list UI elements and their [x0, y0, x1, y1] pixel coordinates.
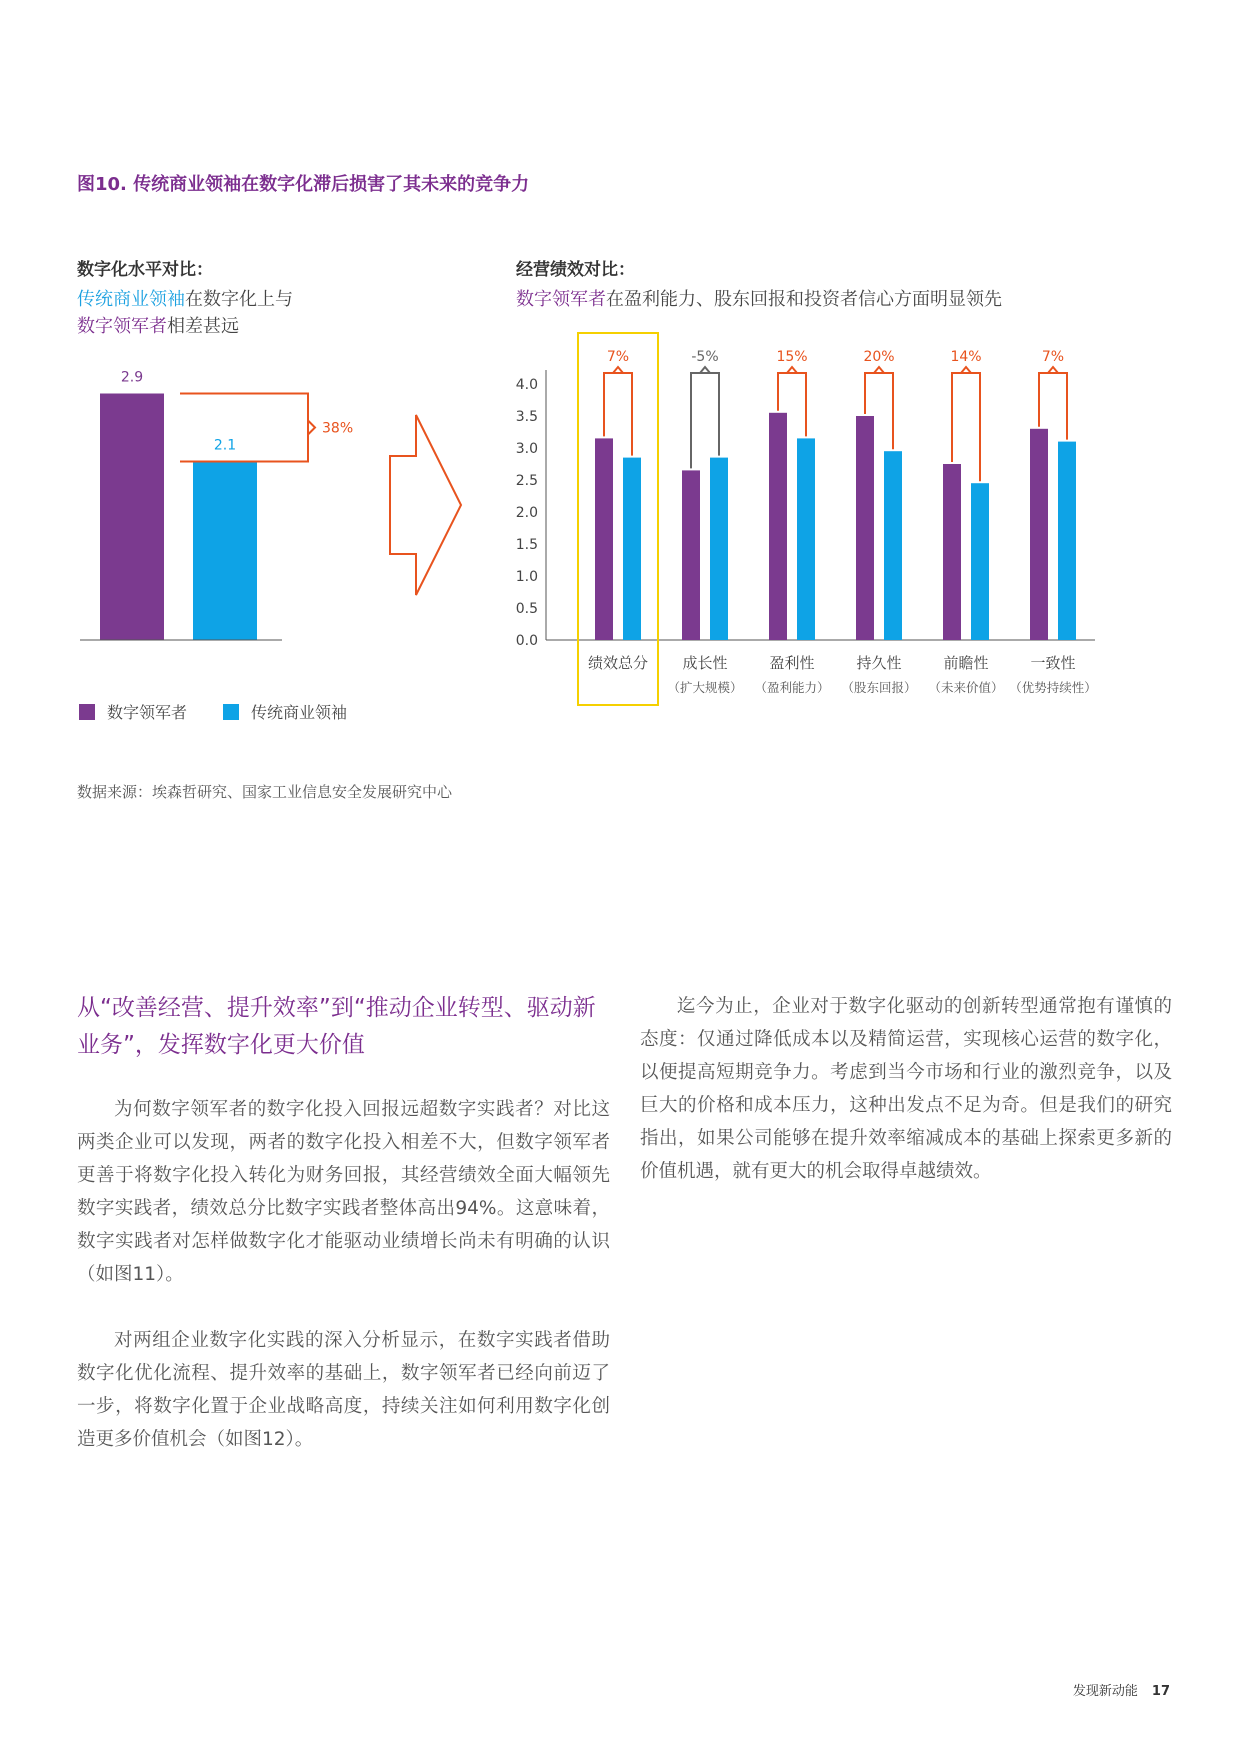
- category-label: 成长性: [682, 654, 728, 672]
- section-title: 从“改善经营、提升效率”到“推动企业转型、驱动新业务”，发挥数字化更大价值: [77, 995, 596, 1058]
- paragraph-3: 迄今为止，企业对于数字化驱动的创新转型通常抱有谨慎的态度：仅通过降低成本以及精简运营，实现核心运营的数字化，以便提高短期竞争力。考虑到当今市场和行业的激烈竞争，以及巨大的价格和成本压力，这种出发点不足为奇。但是我们的研究指出，如果公司能够在提升效率缩减成本的基础上探索更多新的价值机遇，就有更大的机会取得卓越绩效。: [640, 996, 1172, 1182]
- left-difference-bracket: [180, 394, 308, 462]
- legend-leader-label: 数字领军者: [107, 703, 188, 722]
- legend-traditional-label: 传统商业领袖: [251, 703, 348, 722]
- left-highlight-1: 传统商业领袖: [77, 289, 185, 310]
- category-label: 绩效总分: [587, 654, 649, 672]
- difference-bracket: [691, 373, 719, 468]
- left-difference-label: 38%: [322, 420, 354, 437]
- bar-traditional: [623, 458, 641, 640]
- left-highlight-2: 数字领军者: [77, 316, 167, 337]
- bar-traditional: [884, 451, 902, 640]
- y-tick-label: 2.0: [515, 505, 538, 521]
- category-label: 持久性: [856, 654, 902, 672]
- difference-label: 7%: [1041, 349, 1065, 365]
- difference-label: 7%: [606, 349, 630, 365]
- bar-leader: [682, 470, 700, 640]
- y-tick-label: 1.5: [515, 537, 538, 553]
- difference-label: -5%: [691, 349, 719, 365]
- bar-leader: [769, 413, 787, 640]
- left-text-1: 在数字化上与: [185, 289, 293, 310]
- left-bar-leader: [100, 394, 164, 641]
- left-value-leader: 2.9: [120, 369, 144, 386]
- highlight-box: [578, 333, 658, 705]
- bar-traditional: [971, 483, 989, 640]
- category-label: 盈利性: [769, 654, 815, 672]
- legend-swatch-traditional: [223, 704, 239, 720]
- y-tick-label: 1.0: [515, 569, 538, 585]
- transition-arrow: [390, 415, 461, 595]
- right-highlight-1: 数字领军者: [516, 289, 606, 310]
- bar-traditional: [1058, 442, 1076, 640]
- difference-label: 20%: [863, 349, 895, 365]
- bar-traditional: [710, 458, 728, 640]
- category-sublabel: （未来价值）: [928, 680, 1004, 695]
- category-label: 前瞻性: [943, 654, 989, 672]
- y-tick-label: 0.0: [515, 633, 538, 649]
- legend-swatch-leader: [79, 704, 95, 720]
- charts-svg: [0, 0, 1240, 760]
- paragraph-2: 对两组企业数字化实践的深入分析显示，在数字实践者借助数字化优化流程、提升效率的基础上，数字领军者已经向前迈了一步，将数字化置于企业战略高度，持续关注如何利用数字化创造更多价值机会（如图12）。: [77, 1330, 610, 1450]
- page-number: 17: [1151, 1684, 1170, 1699]
- category-sublabel: （扩大规模）: [667, 680, 743, 695]
- y-tick-label: 4.0: [515, 377, 538, 393]
- difference-label: 14%: [950, 349, 982, 365]
- category-sublabel: （盈利能力）: [754, 680, 830, 695]
- paragraph-1: 为何数字领军者的数字化投入回报远超数字实践者？对比这两类企业可以发现，两者的数字化投入相差不大，但数字领军者更善于将数字化投入转化为财务回报，其经营绩效全面大幅领先数字实践者，绩效总分比数字实践者整体高出94%。这意味着，数字实践者对怎样做数字化才能驱动业绩增长尚未有明确的认识（如图11）。: [77, 1099, 610, 1285]
- right-column: [640, 990, 1172, 1188]
- data-source: 数据来源：埃森哲研究、国家工业信息安全发展研究中心: [77, 783, 453, 801]
- y-tick-label: 3.0: [515, 441, 538, 457]
- y-tick-label: 2.5: [515, 473, 538, 489]
- category-sublabel: （优势持续性）: [1009, 680, 1097, 695]
- left-bracket-tip: [308, 421, 315, 435]
- footer-section: 发现新动能: [1072, 1684, 1138, 1699]
- legend: [79, 700, 347, 723]
- left-column: [77, 1093, 610, 1456]
- y-tick-label: 3.5: [515, 409, 538, 425]
- bar-leader: [1030, 429, 1048, 640]
- bar-leader: [595, 438, 613, 640]
- left-panel-heading: 数字化水平对比：: [77, 260, 213, 280]
- bar-leader: [856, 416, 874, 640]
- right-text-1: 在盈利能力、股东回报和投资者信心方面明显领先: [606, 289, 1002, 310]
- category-label: 一致性: [1030, 654, 1076, 672]
- left-value-traditional: 2.1: [213, 437, 237, 454]
- bar-leader: [943, 464, 961, 640]
- left-text-2: 相差甚远: [167, 316, 239, 337]
- category-sublabel: （股东回报）: [841, 680, 917, 695]
- figure-title: 图10. 传统商业领袖在数字化滞后损害了其未来的竞争力: [77, 174, 530, 195]
- bar-traditional: [797, 438, 815, 640]
- y-tick-label: 0.5: [515, 601, 538, 617]
- right-panel-heading: 经营绩效对比：: [516, 260, 635, 280]
- footer: [1073, 1680, 1170, 1699]
- left-bar-traditional: [193, 462, 257, 641]
- difference-label: 15%: [776, 349, 808, 365]
